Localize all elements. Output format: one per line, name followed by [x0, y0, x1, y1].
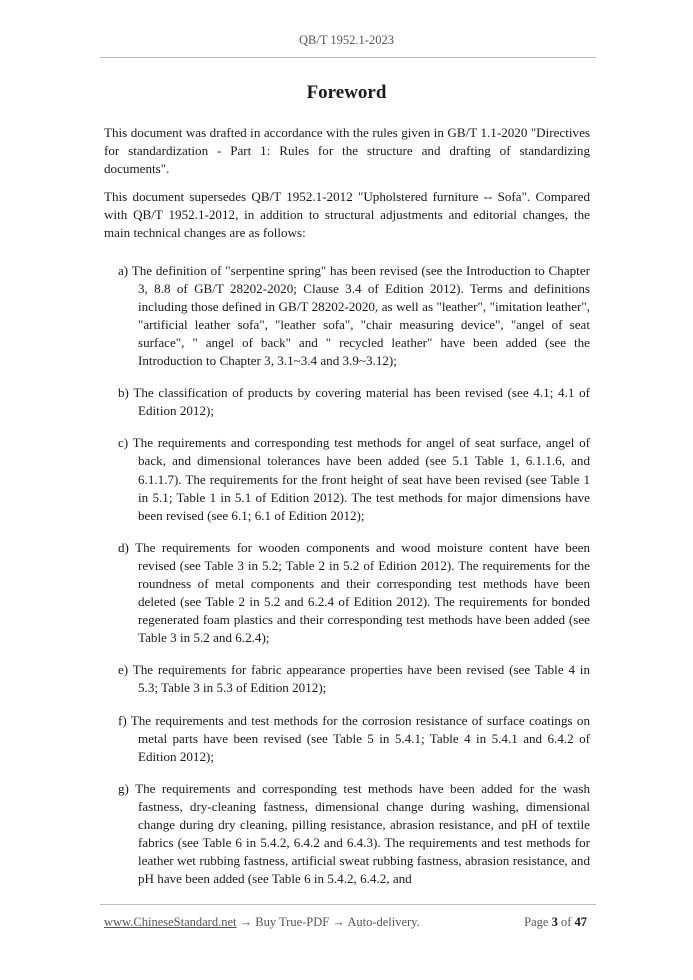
footer-links — [104, 915, 420, 930]
page-of-label: of — [560, 915, 572, 929]
list-item: g) The requirements and corresponding test methods have been added for the wash fastness, dry-cleaning fastness, dimensional change during washing, dimensional change during dry cleaning, pilling resistance, abrasion resistance, and pH of textile fabrics (see Table 6 in 5.4.2, 6.4.2 and 6.4.3). The requirements and test methods for leather wet rubbing fastness, artificial sweat rubbing fastness, abrasion resistance, and pH have been added (see Table 6 in 5.4.2, 6.4.2, and — [118, 780, 590, 887]
arrow-right-icon: → — [332, 915, 345, 929]
header-divider — [100, 57, 596, 58]
page-label: Page — [524, 915, 549, 929]
paragraph-drafting-rules: This document was drafted in accordance with the rules given in GB/T 1.1-2020 "Directives for standardization - Part 1: Rules for the structure and drafting of standardizing documents". — [104, 125, 590, 177]
page-total: 47 — [574, 915, 587, 929]
list-item: f) The requirements and test methods for the corrosion resistance of surface coatings on metal parts have been revised (see Table 5 in 5.4.1; Table 4 in 5.4.1 and 6.4.2 of Edition 2012); — [118, 712, 590, 764]
list-item: a) The definition of "serpentine spring" has been revised (see the Introduction to Chapter 3, 8.8 of GB/T 28202-2020; Clause 3.4 of Edition 2012). Terms and definitions including those defined in GB/T 28202-2020, as well as "leather", "imitation leather", "artificial leather sofa", "leather sofa", "chair measuring device", "angel of seat surface", " angel of back" and " recycled leather" have been added (see the Introduction to Chapter 3, 3.1~3.4 and 3.9~3.12); — [118, 262, 590, 369]
page-current: 3 — [551, 915, 558, 929]
running-header: QB/T 1952.1-2023 — [299, 33, 394, 47]
page-title: Foreword — [306, 82, 387, 103]
buy-true-pdf-link[interactable]: Buy True-PDF — [255, 915, 330, 929]
auto-delivery-text: Auto-delivery. — [347, 915, 420, 929]
page-indicator — [524, 915, 587, 930]
changes-list — [104, 262, 590, 889]
list-item: b) The classification of products by covering material has been revised (see 4.1; 4.1 of Edition 2012); — [118, 385, 590, 419]
site-link[interactable]: www.ChineseStandard.net — [104, 915, 237, 929]
footer-divider — [100, 904, 596, 905]
list-item: e) The requirements for fabric appearance properties have been revised (see Table 4 in 5.3; Table 3 in 5.3 of Edition 2012); — [118, 662, 590, 696]
list-item: c) The requirements and corresponding test methods for angel of seat surface, angel of back, and dimensional tolerances have been added (see 5.1 Table 1, 6.1.1.6, and 6.1.1.7). The requirements for the front height of seat have been revised (see Table 1 in 5.1; Table 1 in 5.1 of Edition 2012). The test methods for major dimensions have been revised (see 6.1; 6.1 of Edition 2012); — [118, 435, 590, 523]
list-item: d) The requirements for wooden components and wood moisture content have been revised (see Table 3 in 5.2; Table 2 in 5.2 of Edition 2012). The requirements for the roundness of metal components and their corresponding test methods have been deleted (see Table 2 in 5.2 and 6.2.4 of Edition 2012). The requirements for bonded regenerated foam plastics and their corresponding test methods have been added (see Table 3 in 5.2 and 6.2.4); — [118, 539, 590, 646]
arrow-right-icon: → — [239, 915, 253, 929]
document-body — [104, 124, 590, 888]
paragraph-supersedes: This document supersedes QB/T 1952.1-2012 "Upholstered furniture -- Sofa". Compared with QB/T 1952.1-2012, in addition to structural adjustments and editorial changes, the main technical changes are as follows: — [104, 189, 590, 241]
